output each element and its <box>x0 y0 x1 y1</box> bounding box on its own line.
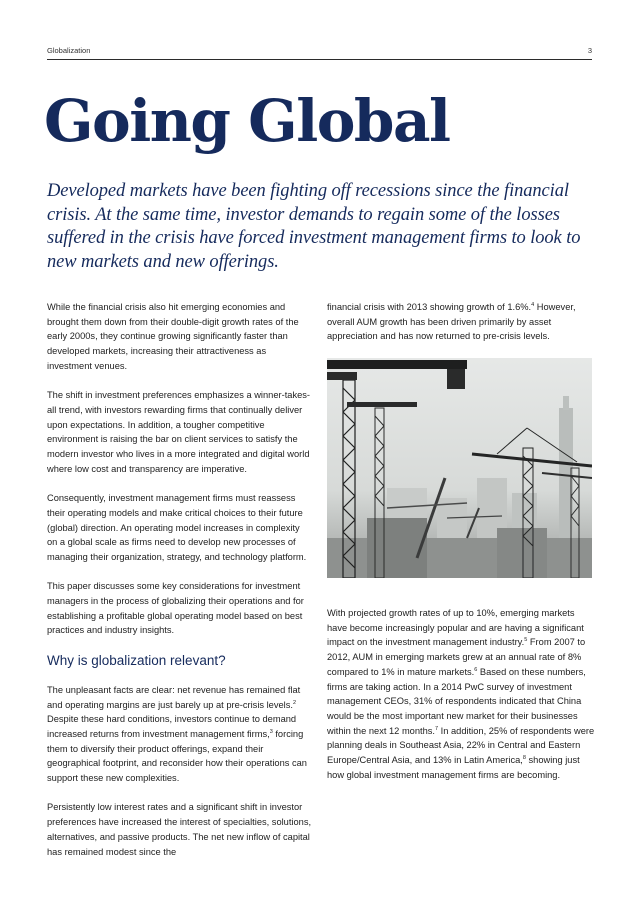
footnote-ref: 3 <box>269 728 273 735</box>
footnote-ref: 2 <box>292 699 297 706</box>
page-header <box>47 46 592 60</box>
text-run: Despite these hard conditions, investors continue to demand increased returns from investment management firms, <box>47 714 297 739</box>
footnote-ref: 8 <box>522 754 526 761</box>
body-paragraph: This paper discusses some key considerations for investment managers in the process of globalizing their operations and for establishing a profitable global operating model based on best practices and industry insights. <box>47 581 304 636</box>
text-run: The unpleasant facts are clear: net revenue has remained flat and operating margins are just barely up at pre-crisis levels. <box>47 684 301 710</box>
text-run: However, overall AUM growth has been driven primarily by asset appreciation and has now returned to pre-crisis levels. <box>327 302 576 342</box>
header-divider <box>47 59 592 60</box>
body-paragraph <box>47 683 312 786</box>
text-run: From 2007 to 2012, AUM in emerging markets grew at an annual rate of 8% compared to 1% in mature markets. <box>327 637 586 677</box>
construction-cranes-photo <box>327 358 592 578</box>
body-paragraph <box>327 300 595 344</box>
footnote-ref: 4 <box>531 301 535 308</box>
right-column-top <box>327 300 595 359</box>
body-paragraph: While the financial crisis also hit emerging economies and brought them down from their double-digit growth rates of the early 2000s, they continue growing significantly faster than developed markets, increasing their attractiveness as investment venues. <box>47 302 299 371</box>
right-column-bottom <box>327 606 595 797</box>
body-paragraph: The shift in investment preferences emphasizes a winner-takes-all trend, with investors rewarding firms that continually deliver upon expectations. In addition, a tougher competitive environment is raising the bar on client services to satisfy the modern investor who lives in a more integrated and digital world where low cost and transparency are imperative. <box>47 390 311 474</box>
section-label: Globalization <box>47 46 91 55</box>
lede-paragraph: Developed markets have been fighting off recessions since the financial crisis. At the same time, investor demands to regain some of the losses suffered in the crisis have forced investment management firms to look to new markets and new offerings. <box>47 181 581 272</box>
body-paragraph: Consequently, investment management firms must reassess their operating models and make critical choices to their future (global) direction. An operating model increases in complexity on a global scale as firms need to develop new processes of managing their organization, strategy, and technology platform. <box>47 493 307 562</box>
page-title: Going Global <box>44 87 450 155</box>
footnote-ref: 7 <box>435 725 439 732</box>
text-run: forcing them to diversify their product offerings, expand their geographical footprint, and reconsider how their operations can support these new complexities. <box>47 728 307 784</box>
footnote-ref: 6 <box>474 666 478 673</box>
section-subheading: Why is globalization relevant? <box>47 652 226 668</box>
text-run: With projected growth rates of up to 10%, emerging markets have become increasingly popular and are having a significant impact on the investment management industry. <box>327 608 584 648</box>
body-paragraph <box>327 606 595 782</box>
left-column <box>47 300 312 874</box>
text-run: Based on these numbers, firms are taking action. In a 2014 PwC survey of investment management CEOs, 31% of respondents indicated that China would be the most important new market for their businesses within the next 12 months. <box>327 666 586 736</box>
body-paragraph: Persistently low interest rates and a significant shift in investor preferences have increased the interest of specialties, solutions, alternatives, and passive products. The net new inflow of capital has remained modest since the <box>47 802 312 857</box>
footnote-ref: 5 <box>524 637 528 644</box>
text-run: showing just how global investment management firms are becoming. <box>327 755 580 780</box>
page-number: 3 <box>587 46 592 55</box>
text-run: financial crisis with 2013 showing growth of 1.6%. <box>327 302 532 312</box>
text-run: In addition, 25% of respondents were planning deals in Southeast Asia, 22% in Central and Eastern Europe/Central Asia, and 13% in Latin America, <box>327 725 595 766</box>
